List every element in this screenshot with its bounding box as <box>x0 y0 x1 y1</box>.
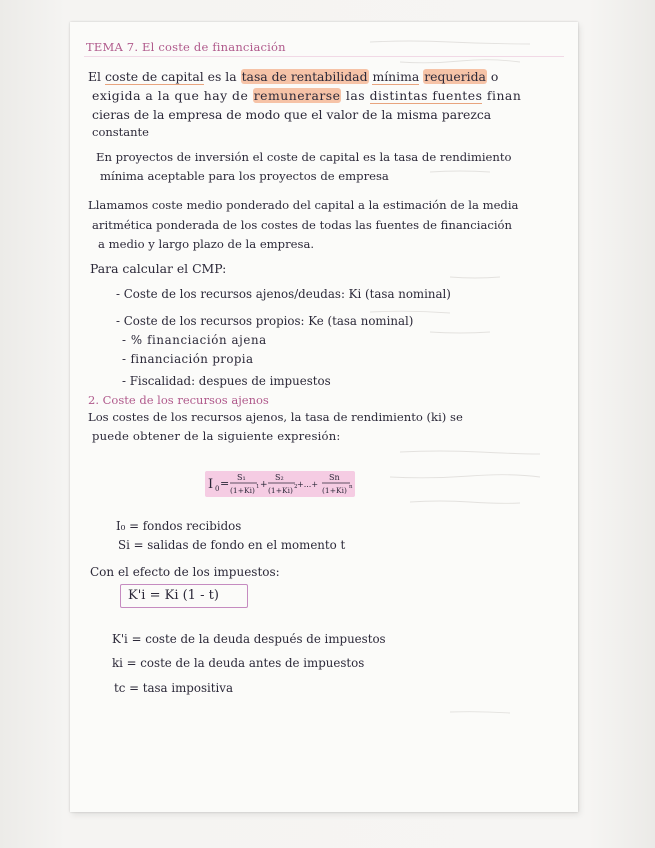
highlight-requerida: requerida <box>424 69 486 84</box>
term2-numerator: S₂ <box>275 473 284 482</box>
projects-line-2: mínima aceptable para los proyectos de empresa <box>100 169 389 183</box>
text: exigida a la que hay de <box>92 88 253 103</box>
formula-plus: + <box>260 480 268 490</box>
term-coste-de-capital: coste de capital <box>104 69 204 84</box>
term1-exponent: 1 <box>256 484 260 490</box>
text: o <box>486 69 499 84</box>
intro-line-2 <box>92 88 521 103</box>
def-io: I₀ = fondos recibidos <box>116 519 242 533</box>
text: finan <box>482 88 522 103</box>
intro-line-1 <box>88 69 498 84</box>
def-si: Si = salidas de fondo en el momento t <box>118 538 346 552</box>
notebook-page <box>70 22 578 812</box>
cmp-calc-heading: Para calcular el CMP: <box>90 261 227 276</box>
cmp-def-line-1: Llamamos coste medio ponderado del capital a la estimación de la media <box>88 198 519 212</box>
def-ki: ki = coste de la deuda antes de impuestos <box>112 656 365 670</box>
termn-denominator: (1+Ki) <box>322 486 347 495</box>
cmp-item-1: - Coste de los recursos ajenos/deudas: Ki (tasa nominal) <box>116 287 451 301</box>
term1-denominator: (1+Ki) <box>230 486 255 495</box>
cmp-item-4: - financiación propia <box>122 352 254 366</box>
cmp-item-2: - Coste de los recursos propios: Ke (tasa nominal) <box>116 314 414 328</box>
term2-exponent: 2 <box>294 484 298 490</box>
termn-numerator: Sn <box>329 473 340 482</box>
formula-equals: = <box>220 477 230 490</box>
formula-lhs: I <box>208 477 214 492</box>
projects-line-1: En proyectos de inversión el coste de capital es la tasa de rendimiento <box>96 150 512 164</box>
formula-cost-of-debt <box>205 466 359 502</box>
term-distintas-fuentes: distintas fuentes <box>369 88 483 103</box>
cmp-item-3: - % financiación ajena <box>122 333 267 347</box>
formula-ellipsis: +...+ <box>297 480 319 489</box>
formula-after-tax: K'i = Ki (1 - t) <box>128 588 219 603</box>
term2-denominator: (1+Ki) <box>268 486 293 495</box>
def-k-prime: K'i = coste de la deuda después de impuestos <box>112 632 386 646</box>
taxes-heading: Con el efecto de los impuestos: <box>90 565 280 579</box>
title-rule <box>84 56 564 57</box>
section-2-line-1: Los costes de los recursos ajenos, la tasa de rendimiento (ki) se <box>88 410 463 424</box>
text: las <box>341 88 370 103</box>
def-tc: tc = tasa impositiva <box>114 681 233 695</box>
term-minima: mínima <box>372 69 420 84</box>
text: es la <box>203 69 241 84</box>
highlight-remunerarse: remunerarse <box>253 88 341 103</box>
highlight-tasa-de-rentabilidad: tasa de rentabilidad <box>241 69 368 84</box>
cmp-def-line-2: aritmética ponderada de los costes de todas las fuentes de financiación <box>92 218 513 232</box>
intro-line-4: constante <box>92 125 149 139</box>
intro-line-3: cieras de la empresa de modo que el valor de la misma parezca <box>92 107 492 122</box>
term1-numerator: S₁ <box>237 473 246 482</box>
page-title: TEMA 7. El coste de financiación <box>86 40 286 54</box>
termn-exponent: n <box>349 484 353 490</box>
formula-lhs-sub: 0 <box>215 485 220 493</box>
cmp-item-5: - Fiscalidad: despues de impuestos <box>122 374 331 388</box>
section-2-heading: 2. Coste de los recursos ajenos <box>88 393 269 407</box>
cmp-def-line-3: a medio y largo plazo de la empresa. <box>98 237 315 251</box>
text: El <box>88 69 105 84</box>
section-2-line-2: puede obtener de la siguiente expresión: <box>92 429 341 443</box>
